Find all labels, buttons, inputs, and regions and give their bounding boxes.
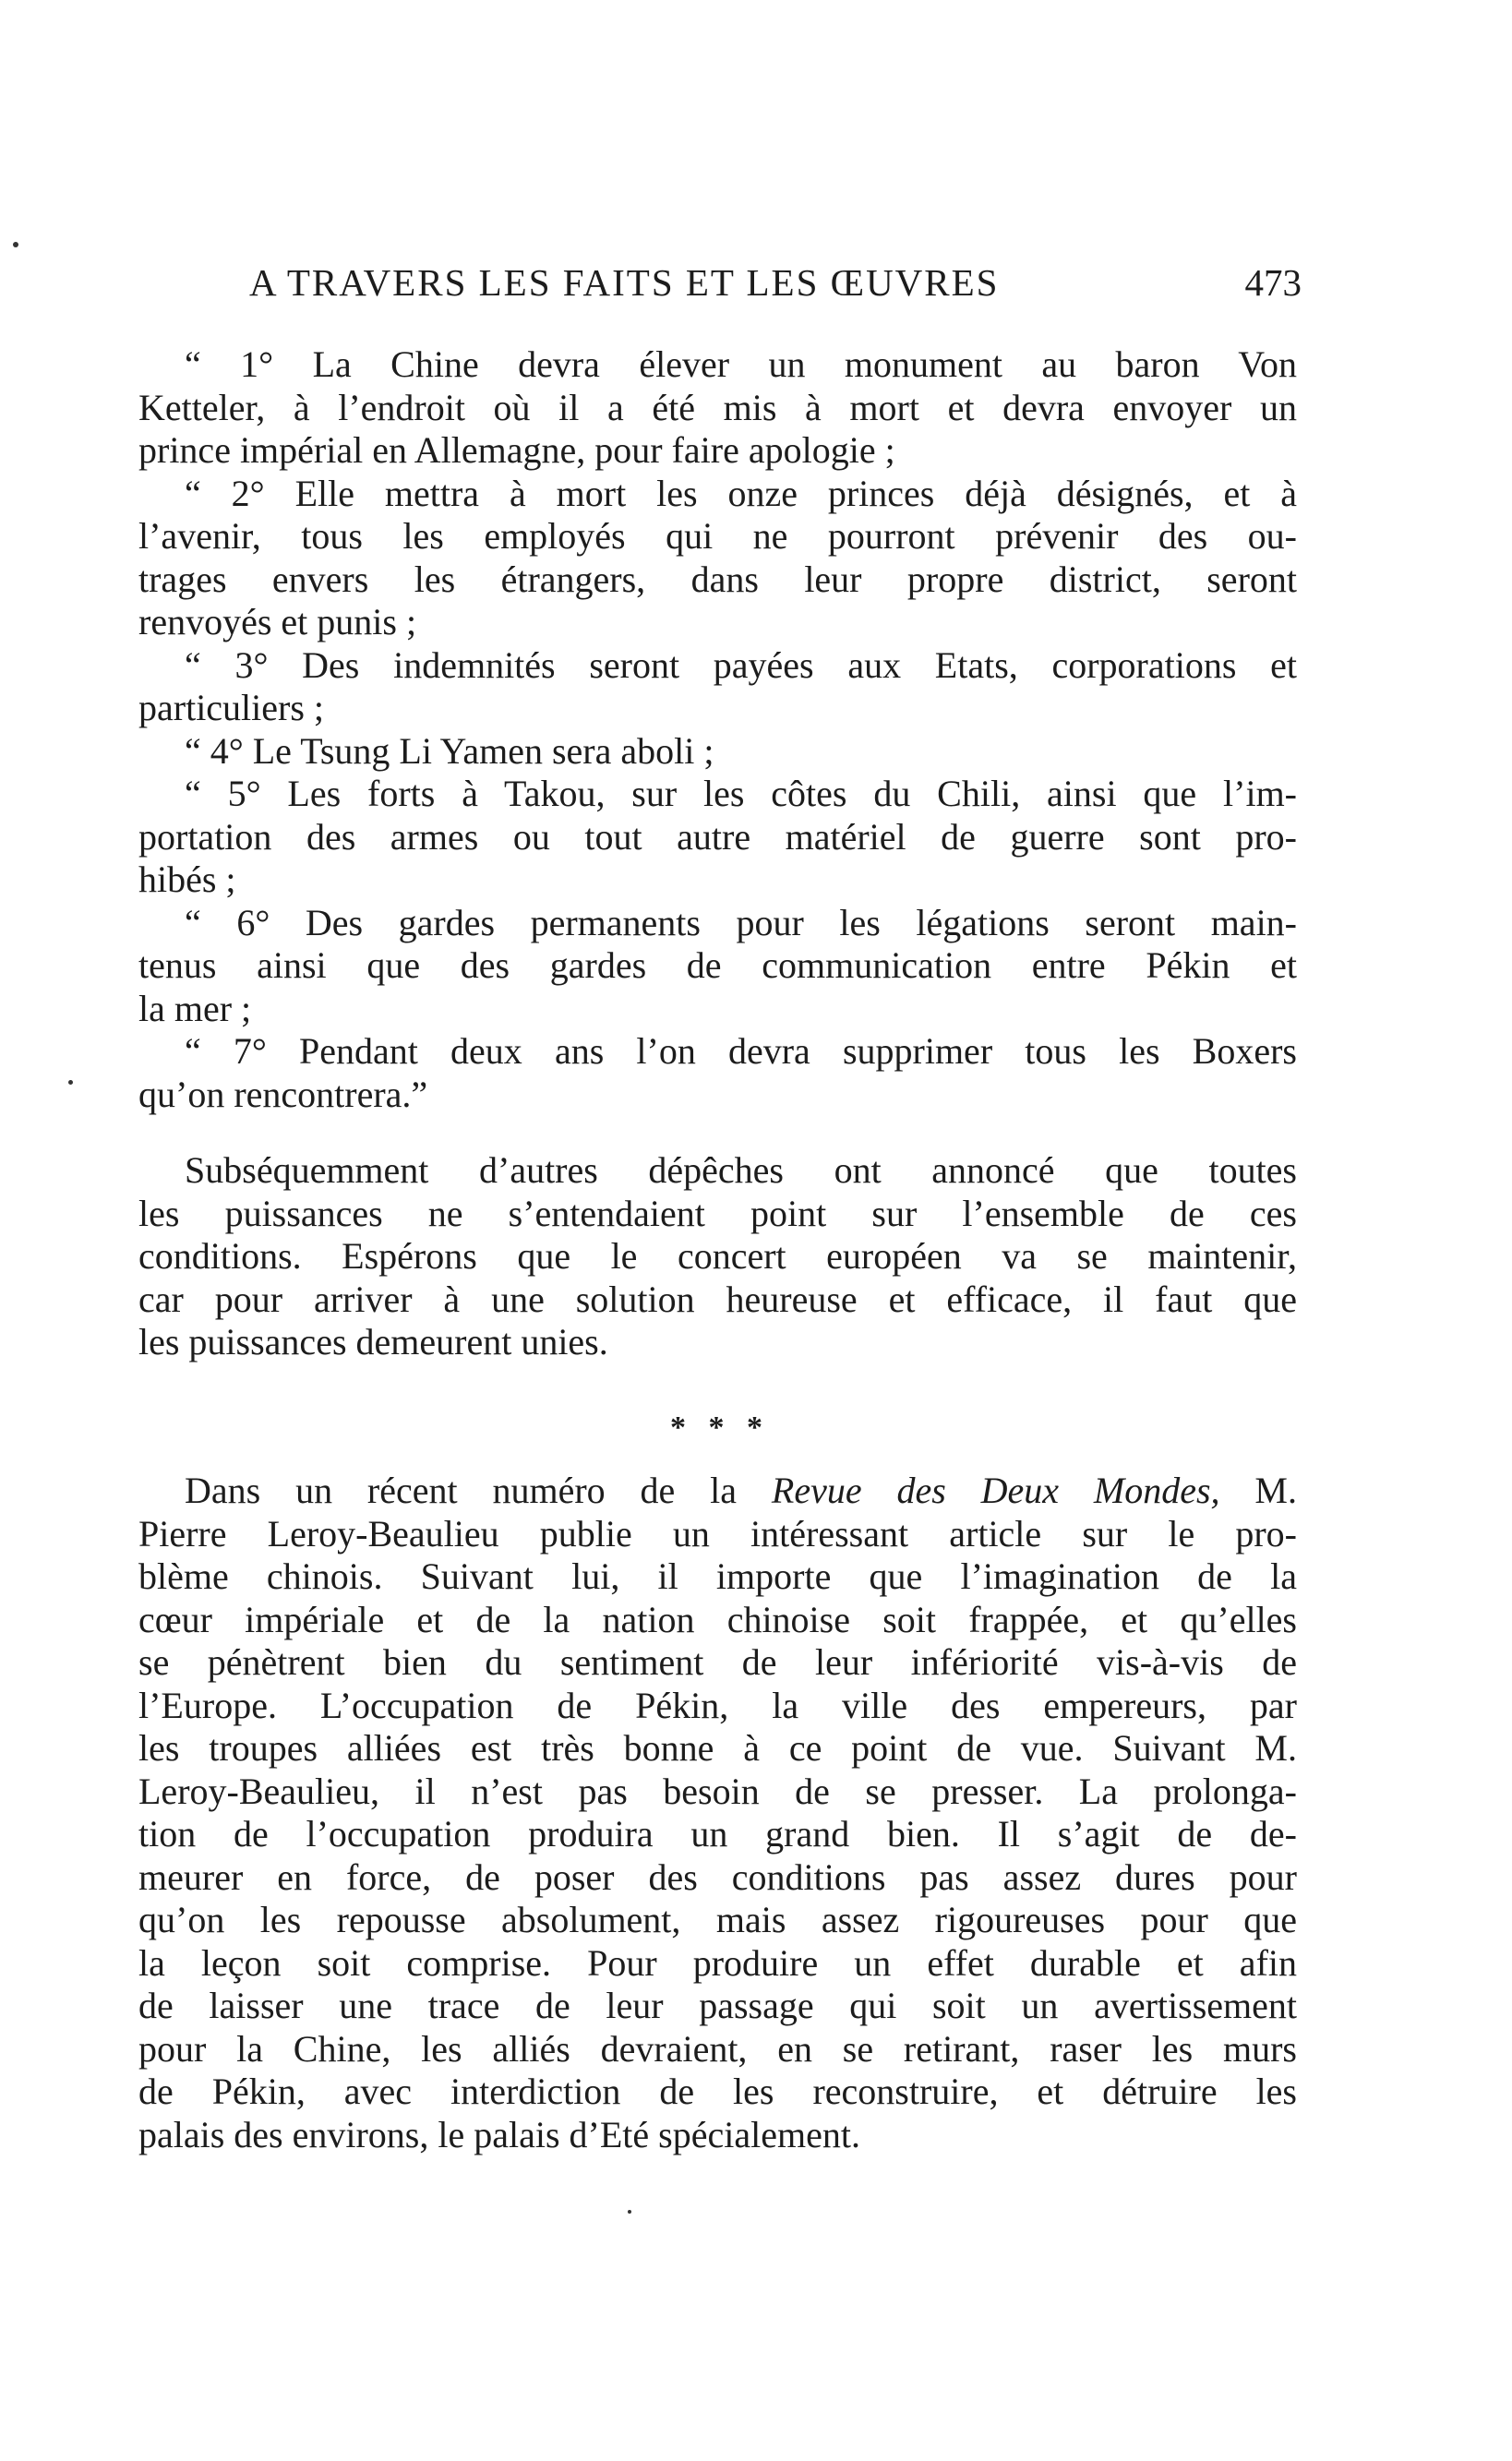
list-line: “ 3° Des indemnités seront payées aux Etats, corporations et <box>185 643 1297 686</box>
list-line: l’avenir, tous les employés qui ne pourront prévenir des ou- <box>138 515 1297 557</box>
scan-speck <box>13 242 18 247</box>
paragraph-line <box>138 1470 1297 1513</box>
paragraph-line: qu’on les repousse absolument, mais assez rigoureuses pour que <box>138 1899 1297 1940</box>
paragraph-line: blème chinois. Suivant lui, il importe que l’imagination de la <box>138 1555 1297 1597</box>
section-separator: * * * <box>670 1411 770 1445</box>
list-line: hibés ; <box>138 858 236 900</box>
list-line: “ 2° Elle mettra à mort les onze princes déjà désignés, et à <box>185 472 1297 514</box>
paragraph-line: conditions. Espérons que le concert européen va se maintenir, <box>138 1235 1297 1277</box>
paragraph-line: les puissances ne s’entendaient point sur l’ensemble de ces <box>138 1192 1297 1234</box>
journal-title: Revue des Deux Mondes, <box>771 1470 1220 1511</box>
paragraph-line: les puissances demeurent unies. <box>138 1321 608 1363</box>
paragraph-line: car pour arriver à une solution heureuse et efficace, il faut que <box>138 1278 1297 1320</box>
paragraph-line: tion de l’occupation produira un grand bien. Il s’agit de de- <box>138 1813 1297 1855</box>
list-line: particuliers ; <box>138 687 325 728</box>
list-line: “ 4° Le Tsung Li Yamen sera aboli ; <box>185 729 714 772</box>
list-line: Ketteler, à l’endroit où il a été mis à mort et devra envoyer un <box>138 386 1297 428</box>
paragraph-line: l’Europe. L’occupation de Pékin, la ville des empereurs, par <box>138 1684 1297 1726</box>
paragraph-line: pour la Chine, les alliés devraient, en se retirant, raser les murs <box>138 2027 1297 2070</box>
paragraph-revue <box>138 1470 1297 2156</box>
paragraph-subsequemment <box>138 1149 1297 1364</box>
list-line: “ 7° Pendant deux ans l’on devra supprimer tous les Boxers <box>185 1030 1297 1072</box>
list-line: renvoyés et punis ; <box>138 601 417 642</box>
paragraph-line: Leroy-Beaulieu, il n’est pas besoin de se presser. La prolonga- <box>138 1770 1297 1812</box>
scan-speck <box>628 2210 631 2214</box>
list-line: tenus ainsi que des gardes de communication entre Pékin et <box>138 944 1297 986</box>
list-line: “ 5° Les forts à Takou, sur les côtes du Chili, ainsi que l’im- <box>185 773 1297 814</box>
list-line: la mer ; <box>138 987 252 1029</box>
page-number: 473 <box>1244 261 1302 304</box>
paragraph-line: se pénètrent bien du sentiment de leur infériorité vis-à-vis de <box>138 1641 1297 1683</box>
paragraph-text: Dans un récent numéro de la <box>185 1470 772 1511</box>
running-head <box>249 260 1302 316</box>
paragraph-line: Subséquemment d’autres dépêches ont annoncé que toutes <box>185 1149 1297 1191</box>
list-line: trages envers les étrangers, dans leur propre district, seront <box>138 558 1297 600</box>
paragraph-text: M. <box>1219 1470 1297 1511</box>
list-line: “ 6° Des gardes permanents pour les légations seront main- <box>185 901 1297 943</box>
paragraph-line: de Pékin, avec interdiction de les reconstruire, et détruire les <box>138 2071 1297 2112</box>
paragraph-line: de laisser une trace de leur passage qui soit un avertissement <box>138 1985 1297 2026</box>
paragraph-line: meurer en force, de poser des conditions pas assez dures pour <box>138 1855 1297 1898</box>
paragraph-line: cœur impériale et de la nation chinoise soit frappée, et qu’elles <box>138 1598 1297 1640</box>
list-line: “ 1° La Chine devra élever un monument au baron Von <box>185 343 1297 385</box>
paragraph-line: les troupes alliées est très bonne à ce point de vue. Suivant M. <box>138 1727 1297 1769</box>
list-line: prince impérial en Allemagne, pour faire apologie ; <box>138 429 895 471</box>
paragraph-line: la leçon soit comprise. Pour produire un effet durable et afin <box>138 1941 1297 1984</box>
conditions-list <box>138 343 1297 1116</box>
scan-speck <box>68 1080 73 1085</box>
list-line: portation des armes ou tout autre matériel de guerre sont pro- <box>138 815 1297 858</box>
list-line: qu’on rencontrera.” <box>138 1073 428 1115</box>
running-title: A TRAVERS LES FAITS ET LES ŒUVRES <box>249 261 1000 304</box>
paragraph-line: Pierre Leroy-Beaulieu publie un intéressant article sur le pro- <box>138 1512 1297 1555</box>
paragraph-line: palais des environs, le palais d’Eté spécialement. <box>138 2113 860 2155</box>
